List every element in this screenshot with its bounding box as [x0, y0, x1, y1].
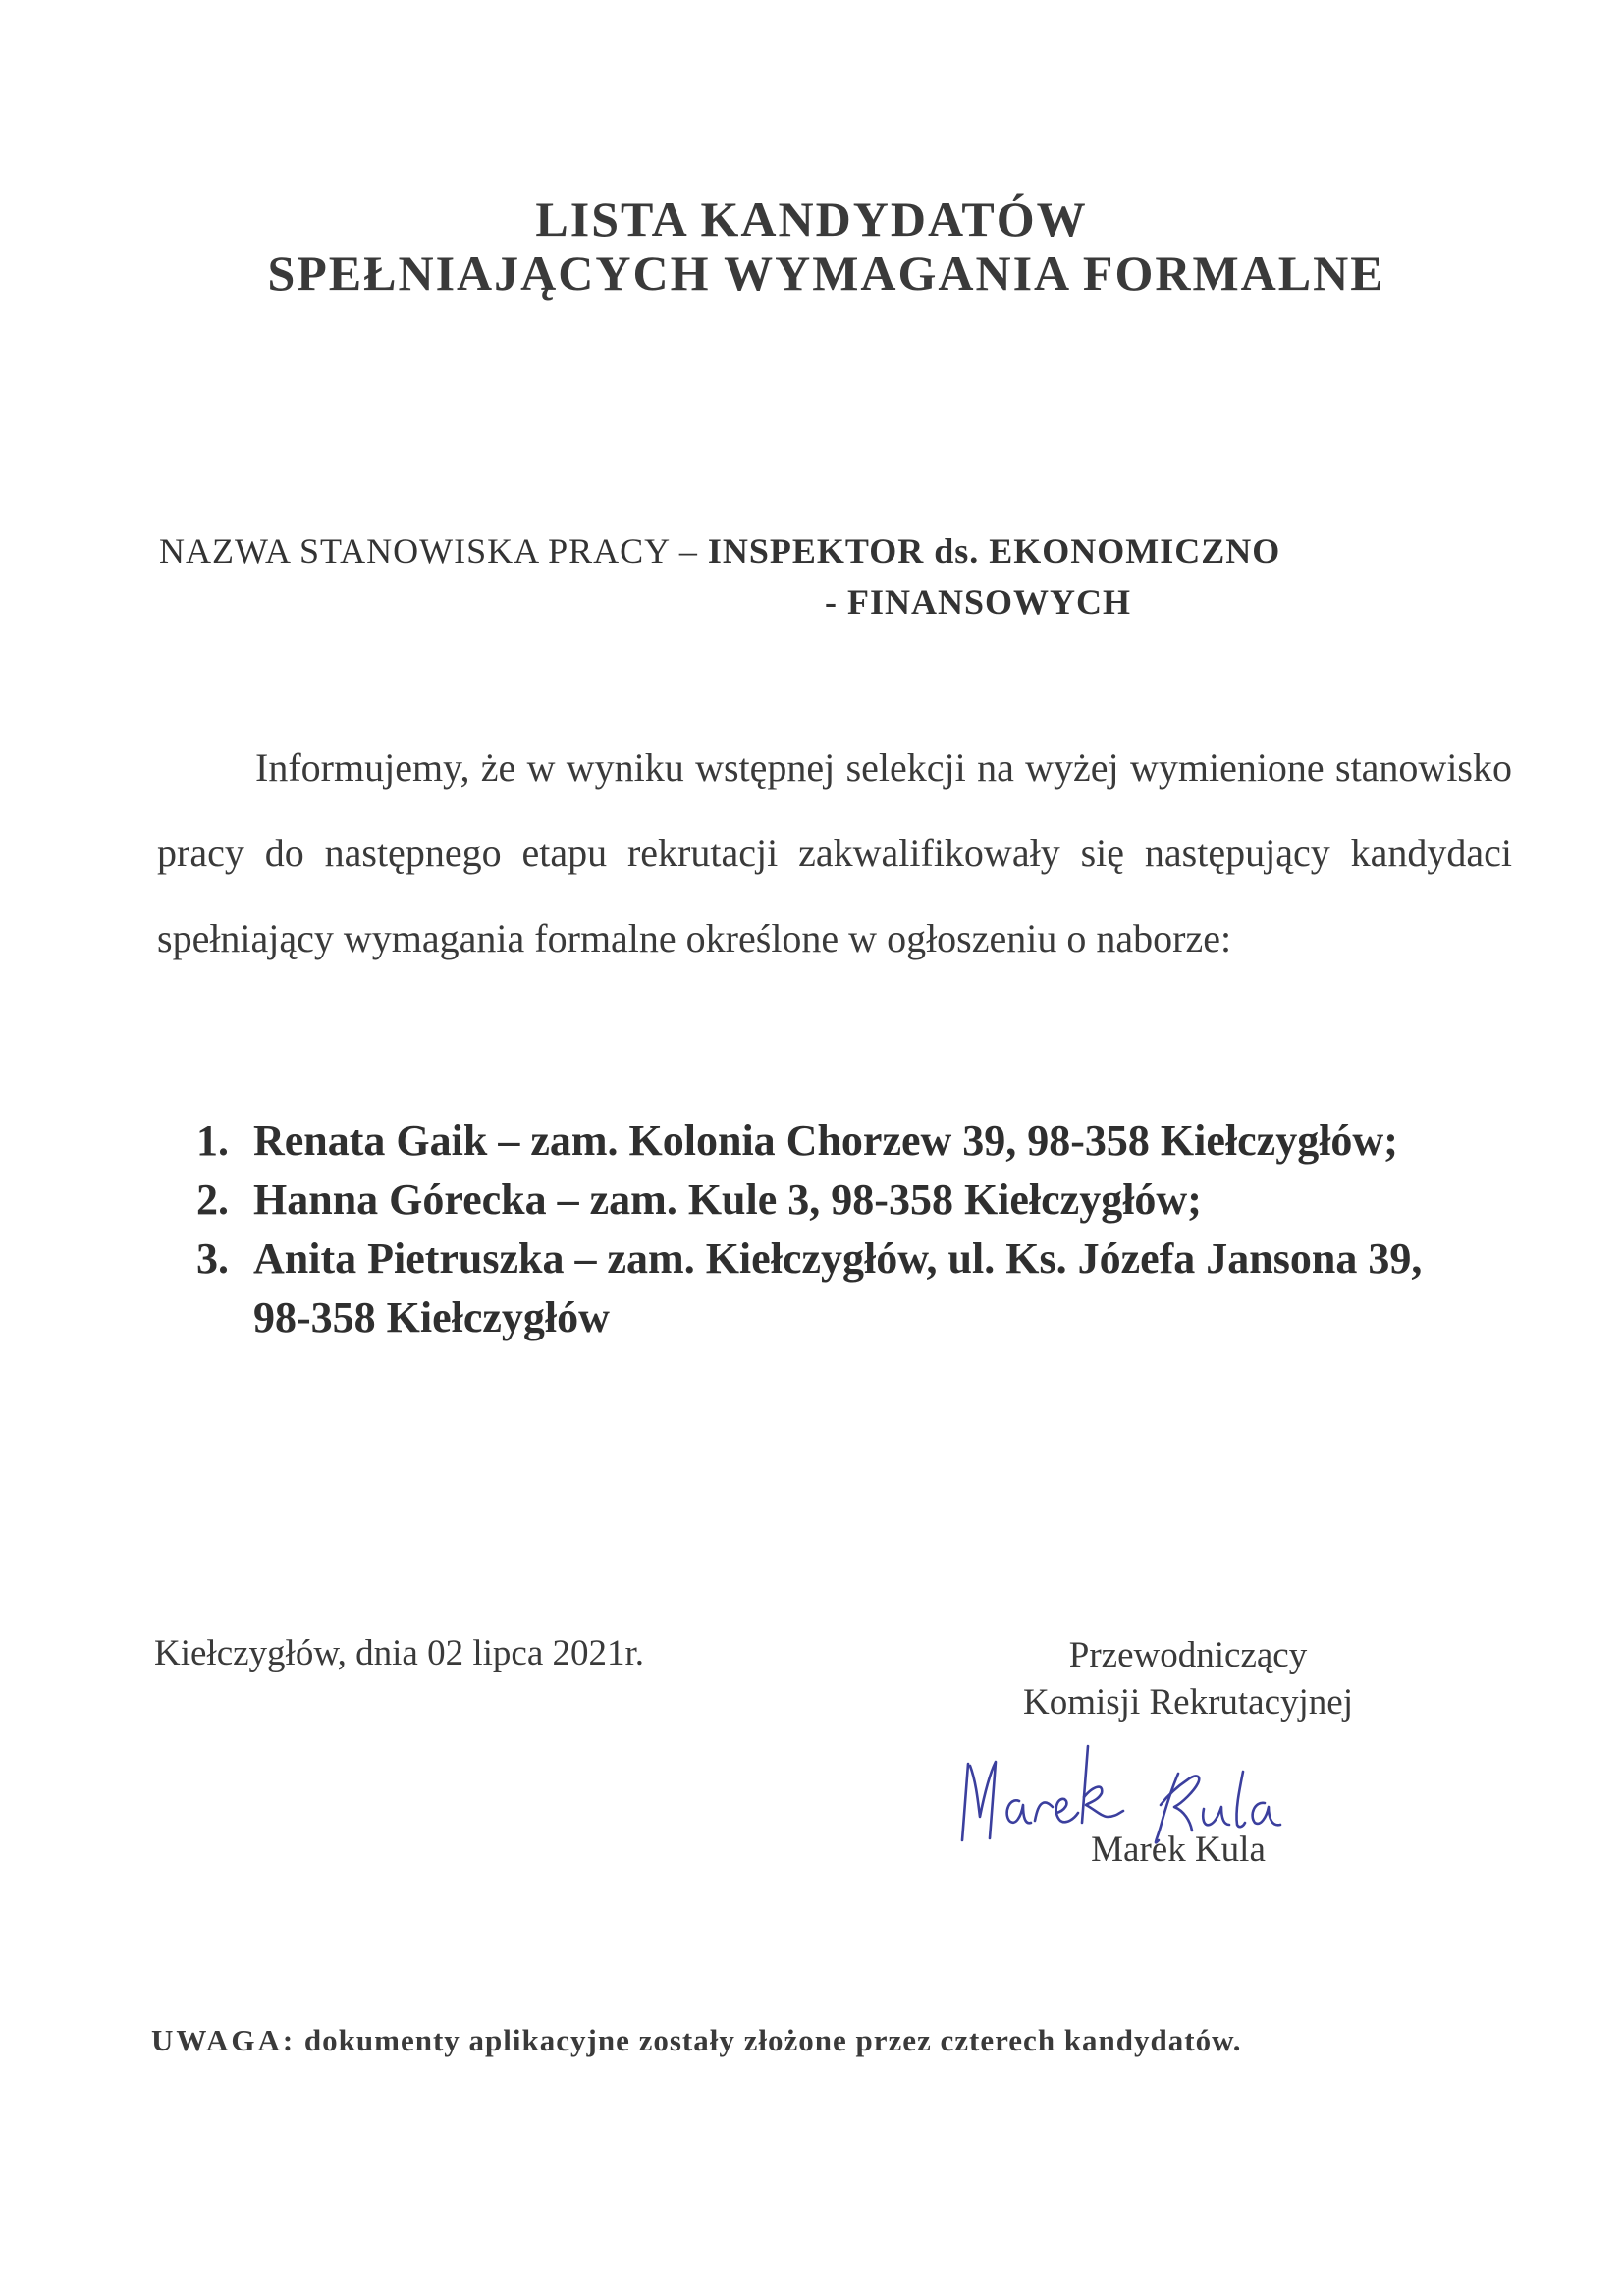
candidate-text: Hanna Górecka – zam. Kule 3, 98-358 Kiełczygłów; [253, 1175, 1202, 1224]
candidate-number: 1. [196, 1117, 229, 1165]
candidate-number: 2. [196, 1175, 229, 1224]
candidate-number: 3. [196, 1234, 229, 1283]
place-and-date: Kiełczygłów, dnia 02 lipca 2021r. [154, 1633, 645, 1673]
intro-paragraph: Informujemy, że w wyniku wstępnej selekcji na wyżej wymienione stanowisko pracy do następnego etapu rekrutacji zakwalifikowały się następujący kandydaci spełniający wymagania formalne określone w ogłoszeniu o naborze: [157, 745, 1512, 960]
signer-name: Marek Kula [1091, 1830, 1266, 1870]
candidate-item [196, 1112, 1483, 1171]
job-position [159, 525, 1514, 628]
note-text: dokumenty aplikacyjne zostały złożone przez czterech kandydatów. [296, 2023, 1242, 2057]
job-position-label: NAZWA STANOWISKA PRACY – [159, 531, 708, 571]
title-line-1: LISTA KANDYDATÓW [535, 191, 1088, 246]
candidate-text: Anita Pietruszka – zam. Kiełczygłów, ul. Ks. Józefa Jansona 39, 98-358 Kiełczygłów [253, 1234, 1423, 1341]
note-label: UWAGA: [151, 2023, 297, 2057]
candidate-item [196, 1230, 1483, 1347]
candidate-text: Renata Gaik – zam. Kolonia Chorzew 39, 98-358 Kiełczygłów; [253, 1117, 1398, 1165]
footer-note [151, 2023, 1526, 2058]
signatory-role [913, 1632, 1463, 1726]
signatory-role-line-1: Przewodniczący [1068, 1635, 1308, 1675]
candidate-list [196, 1112, 1483, 1347]
job-position-value: INSPEKTOR ds. EKONOMICZNO [707, 531, 1281, 571]
signatory-role-line-2: Komisji Rekrutacyjnej [1022, 1682, 1354, 1722]
document-title [0, 192, 1623, 301]
candidate-item [196, 1171, 1483, 1230]
job-position-value-continued: - FINANSOWYCH [825, 582, 1132, 622]
title-line-2: SPEŁNIAJĄCYCH WYMAGANIA FORMALNE [267, 246, 1385, 301]
